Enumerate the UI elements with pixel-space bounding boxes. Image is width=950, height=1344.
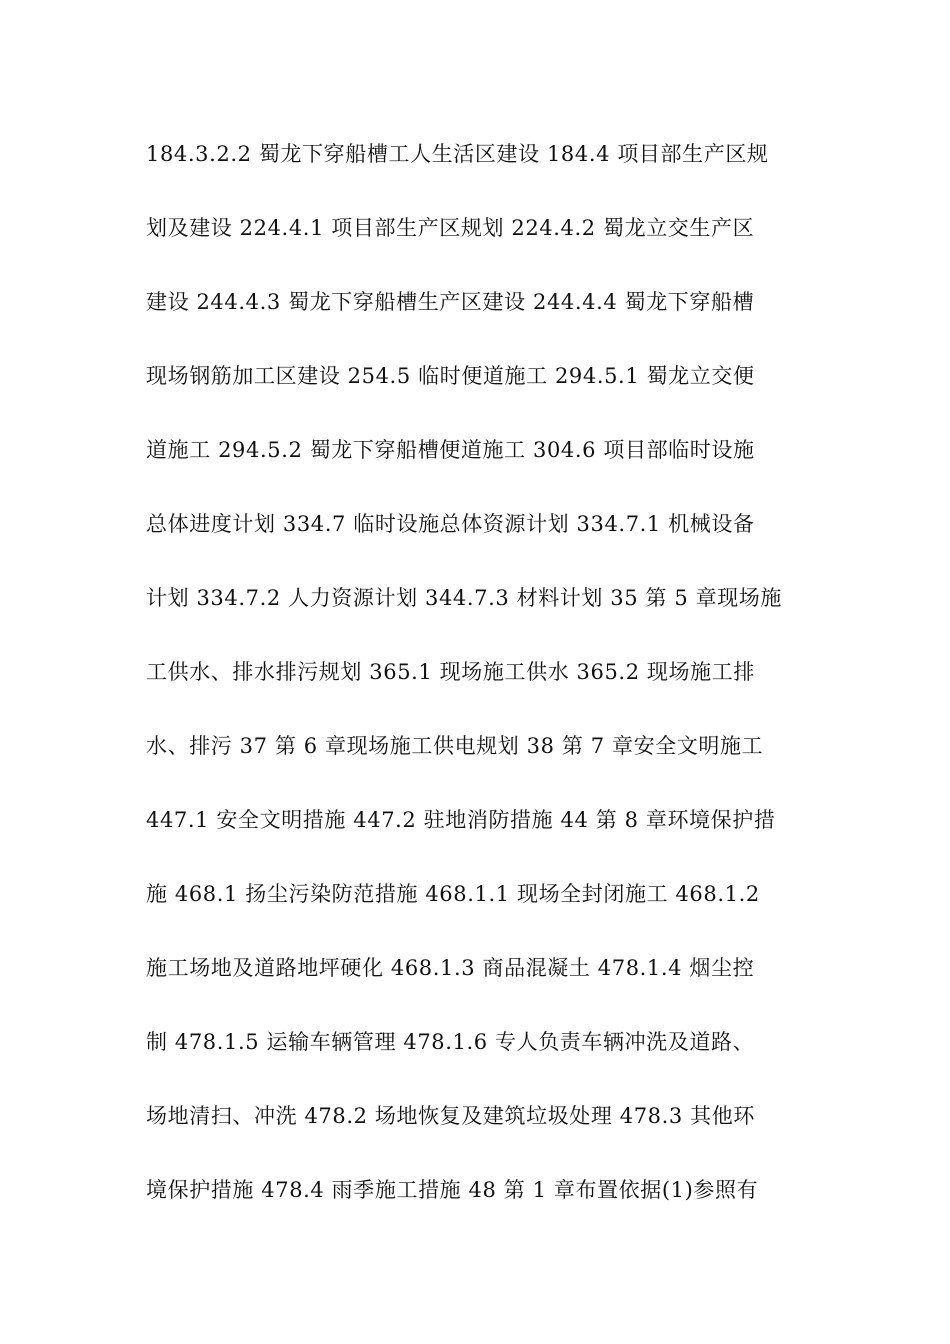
text-line: 计划 334.7.2 人力资源计划 344.7.3 材料计划 35 第 5 章现场施 bbox=[146, 586, 782, 610]
text-line: 447.1 安全文明措施 447.2 驻地消防措施 44 第 8 章环境保护措 bbox=[146, 808, 776, 832]
text-line: 施工场地及道路地坪硬化 468.1.3 商品混凝土 478.1.4 烟尘控 bbox=[146, 956, 755, 980]
text-line: 划及建设 224.4.1 项目部生产区规划 224.4.2 蜀龙立交生产区 bbox=[146, 216, 755, 240]
text-line: 建设 244.4.3 蜀龙下穿船槽生产区建设 244.4.4 蜀龙下穿船槽 bbox=[146, 290, 755, 314]
text-line: 道施工 294.5.2 蜀龙下穿船槽便道施工 304.6 项目部临时设施 bbox=[146, 438, 755, 462]
text-line: 总体进度计划 334.7 临时设施总体资源计划 334.7.1 机械设备 bbox=[146, 512, 755, 536]
text-line: 现场钢筋加工区建设 254.5 临时便道施工 294.5.1 蜀龙立交便 bbox=[146, 364, 755, 388]
text-line: 工供水、排水排污规划 365.1 现场施工供水 365.2 现场施工排 bbox=[146, 660, 755, 684]
text-line: 施 468.1 扬尘污染防范措施 468.1.1 现场全封闭施工 468.1.2 bbox=[146, 882, 760, 906]
text-line: 184.3.2.2 蜀龙下穿船槽工人生活区建设 184.4 项目部生产区规 bbox=[146, 142, 769, 166]
text-line: 场地清扫、冲洗 478.2 场地恢复及建筑垃圾处理 478.3 其他环 bbox=[146, 1104, 755, 1128]
toc-text-block bbox=[146, 130, 806, 1240]
text-line: 境保护措施 478.4 雨季施工措施 48 第 1 章布置依据(1)参照有 bbox=[146, 1178, 759, 1202]
text-line: 水、排污 37 第 6 章现场施工供电规划 38 第 7 章安全文明施工 bbox=[146, 734, 764, 758]
text-line: 制 478.1.5 运输车辆管理 478.1.6 专人负责车辆冲洗及道路、 bbox=[146, 1030, 755, 1054]
